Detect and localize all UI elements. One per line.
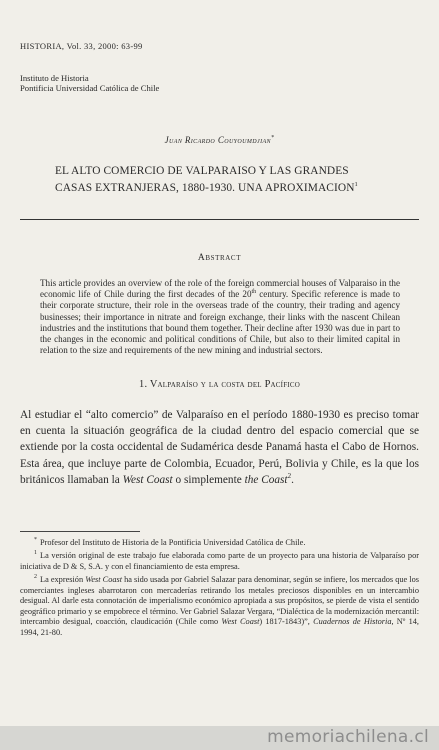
abstract-ordinal: th bbox=[251, 289, 257, 296]
body-italic-west-coast: West Coast bbox=[122, 473, 173, 486]
footnote-italic-2: West Coast bbox=[221, 617, 260, 627]
footnote-text-start: La expresión bbox=[40, 575, 86, 585]
footnote-mark: * bbox=[34, 537, 37, 543]
body-text-part-2: o simplemente bbox=[172, 473, 245, 486]
footnote-rule bbox=[20, 531, 140, 532]
footnote-2 bbox=[20, 572, 419, 638]
body-italic-the-coast: the Coast bbox=[244, 473, 288, 486]
journal-reference: HISTORIA, Vol. 33, 2000: 63-99 bbox=[20, 41, 143, 51]
footnote-text-end: , Nº 14, 1994, 21-80. bbox=[20, 617, 419, 638]
title-footnote-mark: 1 bbox=[354, 181, 358, 188]
body-text-part-3: . bbox=[291, 473, 294, 486]
abstract-text-rest: century. Specific reference is made to their corporate structure, their role in the overseas trade of the country, their trading and agency businesses; their importance in nitrate and foreign exchange, their links with the nascent Chilean industries and the institutions that bound them together. Their decline after 1930 was due in part to the changes in the economic and political conditions of Chile, but also to their limited capital in relation to the size and requirements of the new mining and industrial sectors. bbox=[40, 289, 400, 356]
footnote-text-middle-2: ) 1817-1843)”, bbox=[259, 617, 314, 627]
author-name-text: Juan Ricardo Couyoumdjian bbox=[164, 135, 271, 145]
watermark-logo: memoriachilena.cl bbox=[267, 727, 429, 747]
title-rule bbox=[20, 219, 419, 220]
author-footnote-mark: * bbox=[270, 135, 275, 141]
footnote-author bbox=[20, 535, 419, 548]
watermark-bar bbox=[0, 726, 439, 750]
abstract-heading: Abstract bbox=[197, 253, 242, 263]
footnote-text: Profesor del Instituto de Historia de la Pontificia Universidad Católica de Chile. bbox=[40, 537, 306, 547]
footnote-text: La versión original de este trabajo fue elaborada como parte de un proyecto para una historia de Valparaíso por iniciativa de D & S, S.A. y con el financiamiento de esta empresa. bbox=[20, 551, 419, 571]
section-heading: 1. Valparaíso y la costa del Pacífico bbox=[139, 379, 300, 390]
footnotes bbox=[20, 535, 419, 639]
footnote-text-middle: ha sido usada por Gabriel Salazar para denominar, según se infiere, los mercados que los comerciantes ingleses abarrotaron con mercaderías retirando los metales preciosos disponibles en un intercambio desigual. Al darle esta connotación de imperialismo económico apropiada a sus propósitos, se pierde de vista el sentido geográfico primario y se empobrece el término. Ver Gabriel Salazar Vergara, “Dialéctica de la modernización mercantil: intercambio desigual, coacción, claudicación (Chile como bbox=[20, 575, 419, 627]
author-name bbox=[0, 135, 439, 145]
footnote-1 bbox=[20, 548, 419, 572]
article-title bbox=[55, 164, 400, 195]
title-line-2 bbox=[55, 178, 400, 195]
footnote-italic: West Coast bbox=[85, 575, 123, 585]
institution-block bbox=[20, 73, 159, 93]
body-paragraph bbox=[20, 407, 419, 488]
body-text-part-1: Al estudiar el “alto comercio” de Valparaíso en el período 1880-1930 es preciso tomar en cuenta la situación geográfica de la ciudad dentro del espacio comercial que se extiende por la costa occidental de Sudamérica desde Panamá hasta el Cabo de Hornos. Esta área, que incluye parte de Colombia, Ecuador, Perú, Bolivia y Chile, es la que los británicos llamaban la bbox=[20, 409, 419, 486]
university-line: Pontificia Universidad Católica de Chile bbox=[20, 83, 160, 93]
footnote-journal-title: Cuadernos de Historia bbox=[313, 617, 392, 627]
abstract-text-start: This article provides an overview of the role of the foreign commercial houses of Valparaiso in the economic life of Chile during the first decades of the 20 bbox=[40, 278, 400, 300]
title-line-2-text: CASAS EXTRANJERAS, 1880-1930. UNA APROXIMACION bbox=[55, 181, 355, 194]
body-footnote-mark: 2 bbox=[287, 472, 292, 481]
footnote-mark: 1 bbox=[34, 550, 37, 557]
institution-line: Instituto de Historia bbox=[20, 73, 89, 83]
abstract-body bbox=[40, 278, 400, 356]
title-line-1: EL ALTO COMERCIO DE VALPARAISO Y LAS GRANDES bbox=[55, 165, 349, 177]
footnote-mark: 2 bbox=[34, 574, 37, 581]
